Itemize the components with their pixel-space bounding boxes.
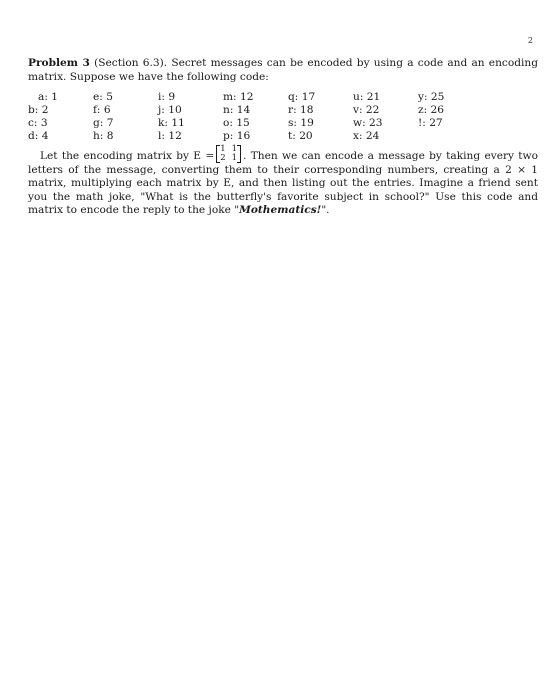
encoding-text-end: ". [321, 204, 330, 216]
code-entry: h: 8 [93, 130, 114, 142]
code-column [223, 91, 288, 143]
page-number: 2 [527, 36, 533, 45]
problem-content [28, 57, 538, 218]
code-column [28, 91, 93, 143]
code-entry: m: 12 [223, 91, 254, 103]
code-entry: z: 26 [418, 104, 444, 116]
matrix-entry: 1 [231, 144, 238, 154]
code-entry: !: 27 [418, 117, 443, 129]
code-column [418, 91, 478, 143]
code-column [288, 91, 353, 143]
encoding-text-lead: Let the encoding matrix by E = [40, 150, 215, 162]
encoding-paragraph [28, 144, 538, 218]
code-entry: r: 18 [288, 104, 314, 116]
code-entry: j: 10 [158, 104, 182, 116]
code-entry: v: 22 [353, 104, 380, 116]
code-entry: g: 7 [93, 117, 114, 129]
matrix-entry: 2 [220, 153, 226, 163]
code-entry: p: 16 [223, 130, 251, 142]
code-column [353, 91, 418, 143]
code-column [158, 91, 223, 143]
matrix-entry: 1 [231, 153, 238, 163]
code-entry: f: 6 [93, 104, 111, 116]
code-entry: q: 17 [288, 91, 316, 103]
code-entry: n: 14 [223, 104, 251, 116]
problem-intro-paragraph [28, 57, 538, 84]
code-table [28, 91, 538, 143]
code-entry: c: 3 [28, 117, 48, 129]
problem-title: Problem 3 [28, 57, 90, 69]
code-entry: t: 20 [288, 130, 313, 142]
code-entry: l: 12 [158, 130, 182, 142]
code-column [93, 91, 158, 143]
joke-reply: Mothematics! [239, 204, 322, 216]
code-entry: x: 24 [353, 130, 380, 142]
code-entry: i: 9 [158, 91, 176, 103]
code-entry: d: 4 [28, 130, 49, 142]
code-entry: w: 23 [353, 117, 383, 129]
encoding-text-body: . Then we can encode a message by taking every two letters of the message, converting them to their corresponding numbers, creating a 2 × 1 matrix, multiplying each matrix by E, and then listing out the entries. Imagine a friend sent you the math joke, "What is the butterfly's favorite subject in school?" Use this code and matrix to encode the reply to the joke " [28, 150, 538, 216]
encoding-matrix [216, 145, 241, 163]
code-entry: s: 19 [288, 117, 314, 129]
code-entry: o: 15 [223, 117, 250, 129]
problem-intro: (Section 6.3). Secret messages can be encoded by using a code and an encoding matrix. Suppose we have the following code: [28, 57, 538, 83]
code-entry: y: 25 [418, 91, 445, 103]
matrix-row [220, 154, 237, 163]
code-entry: b: 2 [28, 104, 49, 116]
matrix-entry: 1 [220, 144, 226, 154]
code-entry: a: 1 [38, 91, 58, 103]
code-entry: e: 5 [93, 91, 113, 103]
code-entry: u: 21 [353, 91, 381, 103]
code-entry: k: 11 [158, 117, 185, 129]
